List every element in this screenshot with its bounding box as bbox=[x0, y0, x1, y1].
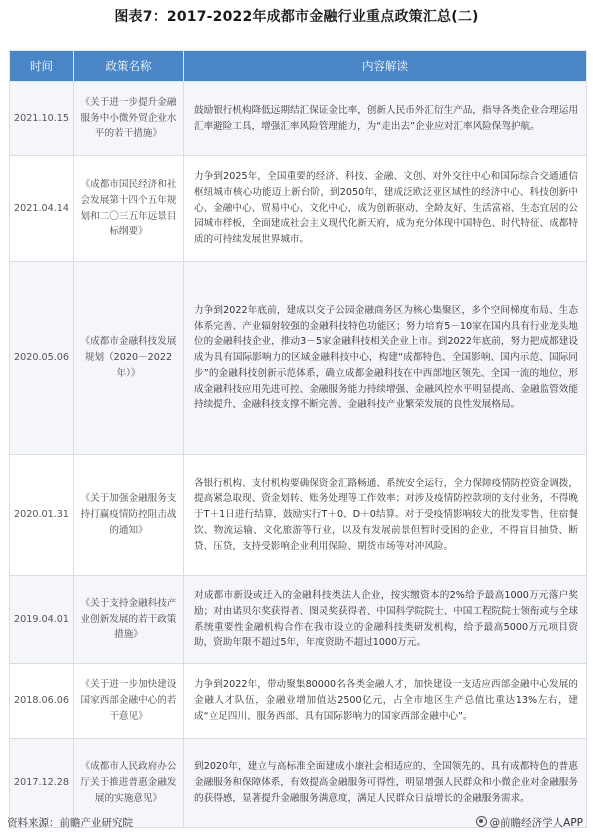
row-policy-name: 《成都市国民经济和社会发展第十四个五年规划和二〇三五年远景目标纲要》 bbox=[74, 156, 184, 262]
row-content: 对成都市新设或迁入的金融科技类法人企业，按实缴资本的2%给予最高1000万元落户奖励；对由诺贝尔奖获得者、图灵奖获得者、中国科学院院士、中国工程院院士领衔或与全球系统重要性金融机构合作在我市设立的金融科技类研发机构，给予最高5000万元项目资助，资助年限不超过5年，年度资助不超过1000万元。 bbox=[184, 576, 587, 664]
policy-table bbox=[9, 50, 587, 828]
table-row bbox=[10, 156, 587, 262]
brand-credit bbox=[476, 815, 583, 830]
row-content: 到2020年，建立与高标准全面建成小康社会相适应的、全国领先的、具有成都特色的普惠金融服务和保障体系，有效提高金融服务可得性，明显增强人民群众和小微企业对金融服务的获得感，显著提升金融服务满意度，满足人民群众日益增长的金融服务需求。 bbox=[184, 739, 587, 828]
row-time: 2020.05.06 bbox=[10, 262, 74, 455]
row-content: 鼓励银行机构降低远期结汇保证金比率，创新人民币外汇衍生产品，指导各类企业合理运用汇率避险工具，增强汇率风险管理能力，为“走出去”企业应对汇率风险保驾护航。 bbox=[184, 82, 587, 156]
row-content: 力争到2025年，全国重要的经济、科技、金融、文创、对外交往中心和国际综合交通通信枢纽城市核心功能迈上新台阶，到2050年，建成泛欧泛亚区域性的经济中心、科技创新中心、金融中心、贸易中心、文化中心，成为创新驱动、全龄友好、生活富裕、生态宜居的公园城市样板，全面建成社会主义现代化新天府，成为充分体现中国特色、时代特征、成都特质的可持续发展世界城市。 bbox=[184, 156, 587, 262]
header-time: 时间 bbox=[10, 51, 74, 82]
row-content: 力争到2022年，带动聚集80000名各类金融人才，加快建设一支适应西部金融中心发展的金融人才队伍，金融业增加值达2500亿元，占全市地区生产总值比重达13%左右，建成“立足四川、服务西部、具有国际影响力的国家西部金融中心”。 bbox=[184, 664, 587, 739]
row-policy-name: 《关于进一步提升金融服务中小微外贸企业水平的若干措施》 bbox=[74, 82, 184, 156]
row-policy-name: 《成都市金融科技发展规划（2020－2022年）》 bbox=[74, 262, 184, 455]
table-row bbox=[10, 576, 587, 664]
row-policy-name: 《关于进一步加快建设国家西部金融中心的若干意见》 bbox=[74, 664, 184, 739]
row-time: 2017.12.28 bbox=[10, 739, 74, 828]
row-time: 2021.10.15 bbox=[10, 82, 74, 156]
row-content: 力争到2022年底前，建成以交子公园金融商务区为核心集聚区，多个空间梯度布局、生态体系完善、产业辐射较强的金融科技特色功能区；努力培育5－10家在国内具有行业龙头地位的金融科技企业，推动3－5家金融科技相关企业上市。到2022年底前，努力把成都建设成为具有国际影响力的区域金融科技中心，构建“成都特色、全国影响、国内示范、国际同步”的金融科技创新示范体系，确立成都金融科技在中西部地区领先、全国一流的地位，形成金融科技应用先进可控、金融服务能力持续增强、金融风控水平明显提高、金融监管效能持续提升、金融科技支撑不断完善、金融科技产业繁荣发展的良性发展格局。 bbox=[184, 262, 587, 455]
row-content: 各银行机构、支付机构要确保资金汇路畅通、系统安全运行，全力保障疫情防控资金调拨，提高紧急取现、资金划转、账务处理等工作效率；对涉及疫情防控款项的支付业务，不得晚于T＋1日进行结算，鼓励实行T＋0、D＋0结算。对于受疫情影响较大的批发零售、住宿餐饮、物流运输、文化旅游等行业，以及有发展前景但暂时受困的企业，不得盲目抽贷、断贷、压贷，支持受影响企业利用保险、期货市场等对冲风险。 bbox=[184, 455, 587, 576]
row-time: 2019.04.01 bbox=[10, 576, 74, 664]
header-policy-name: 政策名称 bbox=[74, 51, 184, 82]
row-policy-name: 《关于支持金融科技产业创新发展的若干政策措施》 bbox=[74, 576, 184, 664]
row-time: 2021.04.14 bbox=[10, 156, 74, 262]
table-row bbox=[10, 262, 587, 455]
table-row bbox=[10, 82, 587, 156]
header-content: 内容解读 bbox=[184, 51, 587, 82]
table-row bbox=[10, 664, 587, 739]
table-row bbox=[10, 455, 587, 576]
page-title: 图表7：2017-2022年成都市金融行业重点政策汇总(二) bbox=[114, 9, 479, 25]
row-time: 2018.06.06 bbox=[10, 664, 74, 739]
row-policy-name: 《成都市人民政府办公厅关于推进普惠金融发展的实施意见》 bbox=[74, 739, 184, 828]
brand-label: @前瞻经济学人APP bbox=[489, 817, 583, 829]
row-policy-name: 《关于加强金融服务支持打赢疫情防控阻击战的通知》 bbox=[74, 455, 184, 576]
qianzhan-logo-icon bbox=[476, 816, 487, 827]
footer bbox=[0, 815, 593, 835]
table-header-row bbox=[10, 51, 587, 82]
row-time: 2020.01.31 bbox=[10, 455, 74, 576]
source-note: 资料来源：前瞻产业研究院 bbox=[7, 817, 133, 829]
